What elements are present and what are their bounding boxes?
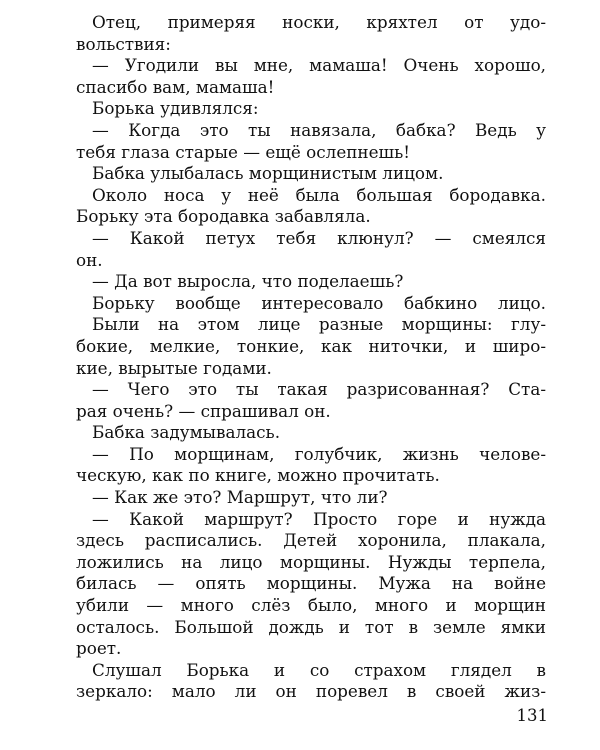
text-line: зеркало: мало ли он поревел в своей жиз- [76, 681, 546, 702]
text-line: Борька удивлялся: [92, 98, 259, 119]
text-line: Слушал Борька и со страхом глядел в [92, 659, 546, 680]
text-line: Борьку эта бородавка забавляла. [76, 206, 371, 227]
text-line: рая очень? — спрашивал он. [76, 400, 331, 421]
text-line: Бабка задумывалась. [92, 422, 281, 443]
text-line: осталось. Большой дождь и тот в земле ямки [76, 616, 546, 637]
text-line: — По морщинам, голубчик, жизнь челове- [92, 443, 546, 464]
text-line: здесь расписались. Детей хоронила, плакала, [76, 530, 546, 551]
text-line: — Как же это? Маршрут, что ли? [92, 487, 388, 508]
text-line: — Какой маршрут? Просто горе и нужда [92, 508, 546, 529]
text-line: билась — опять морщины. Мужа на войне [76, 573, 546, 594]
text-line: ложились на лицо морщины. Нужды терпела, [76, 551, 546, 572]
text-line: ческую, как по книге, можно прочитать. [76, 465, 440, 486]
text-line: — Какой петух тебя клюнул? — смеялся [92, 227, 546, 248]
text-line: Отец, примеряя носки, кряхтел от удо- [92, 12, 546, 32]
text-line: вольствия: [76, 33, 171, 54]
text-line: — Чего это ты такая разрисованная? Ста- [92, 379, 546, 400]
text-line: спасибо вам, мамаша! [76, 76, 275, 97]
text-line: Были на этом лице разные морщины: глу- [92, 314, 546, 335]
page-number: 131 [516, 706, 548, 725]
text-line: Бабка улыбалась морщинистым лицом. [92, 163, 444, 184]
text-line: он. [76, 249, 103, 270]
text-line: убили — много слёз было, много и морщин [76, 595, 546, 616]
text-line: бокие, мелкие, тонкие, как ниточки, и широ- [76, 335, 546, 356]
text-line: Около носа у неё была большая бородавка. [92, 184, 546, 205]
text-line: — Когда это ты навязала, бабка? Ведь у [92, 119, 546, 140]
text-line: Борьку вообще интересовало бабкино лицо. [92, 292, 546, 313]
text-line: — Да вот выросла, что поделаешь? [92, 271, 404, 292]
text-line: — Угодили вы мне, мамаша! Очень хорошо, [92, 55, 546, 76]
text-block [76, 12, 546, 703]
text-line: кие, вырытые годами. [76, 357, 272, 378]
text-line: тебя глаза старые — ещё ослепнешь! [76, 141, 411, 162]
text-line: роет. [76, 638, 122, 659]
